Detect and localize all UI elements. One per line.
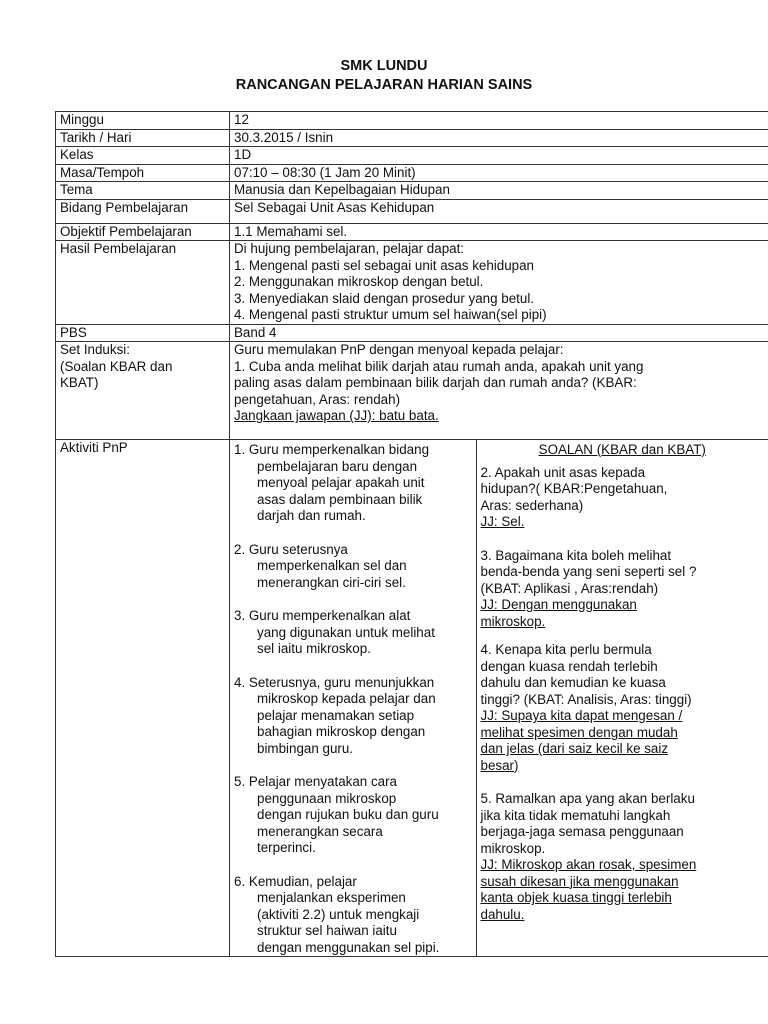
step-line: struktur sel haiwan iaitu: [257, 923, 397, 938]
hasil-line: 2. Menggunakan mikroskop dengan betul.: [234, 274, 484, 289]
step-line: 2. Guru seterusnya: [234, 541, 348, 557]
label-kelas: Kelas: [56, 147, 230, 165]
answer-line: kanta objek kuasa tinggi terlebih: [480, 890, 672, 905]
question-block: [481, 465, 765, 531]
answer-line: JJ: Supaya kita dapat mengesan /: [480, 708, 683, 723]
step-line: penggunaan mikroskop: [257, 790, 397, 806]
step-line: pelajar menamakan setiap: [257, 707, 415, 723]
label-aktiviti: Aktiviti PnP: [56, 440, 230, 957]
step-line: bimbingan guru.: [257, 740, 354, 756]
value-bidang: Sel Sebagai Unit Asas Kehidupan: [230, 199, 768, 223]
set-induksi-line: pengetahuan, Aras: rendah): [234, 391, 401, 407]
set-induksi-line: paling asas dalam pembinaan bilik darjah dan rumah anda? (KBAR:: [234, 375, 637, 390]
step-line: asas dalam pembinaan bilik: [257, 491, 423, 507]
set-induksi-answer: Jangkaan jawapan (JJ): batu bata.: [234, 408, 439, 423]
question-line: hidupan?( KBAR:Pengetahuan,: [480, 481, 668, 496]
label-tema: Tema: [56, 182, 230, 200]
value-aktiviti: [230, 440, 768, 957]
value-tarikh: 30.3.2015 / Isnin: [230, 129, 768, 147]
row-pbs: [56, 324, 768, 342]
question-line: 4. Kenapa kita perlu bermula: [480, 642, 652, 657]
question-line: tinggi? (KBAT: Analisis, Aras: tinggi): [480, 691, 692, 707]
question-line: mikroskop.: [480, 840, 546, 856]
question-line: dengan kuasa rendah terlebih: [480, 658, 658, 674]
question-line: dahulu dan kemudian ke kuasa: [480, 675, 666, 690]
answer-line: mikroskop.: [480, 613, 546, 629]
step-line: memperkenalkan sel dan: [257, 558, 407, 573]
soalan-column: [476, 440, 768, 956]
step-line: sel iaitu mikroskop.: [257, 641, 371, 656]
set-induksi-label-line: Set Induksi:: [60, 342, 130, 357]
value-kelas: 1D: [230, 147, 768, 165]
value-tema: Manusia dan Kepelbagaian Hidupan: [230, 182, 768, 200]
question-block: [481, 548, 765, 631]
question-line: berjaga-jaga semasa penggunaan: [480, 824, 684, 839]
step-line: darjah dan rumah.: [257, 508, 366, 523]
activity-step: [234, 442, 472, 525]
step-line: dengan menggunakan sel pipi.: [257, 939, 440, 955]
label-objektif: Objektif Pembelajaran: [56, 223, 230, 241]
row-set-induksi: [56, 342, 768, 440]
step-line: 5. Pelajar menyatakan cara: [234, 774, 398, 789]
set-induksi-line: 1. Cuba anda melihat bilik darjah atau rumah anda, apakah unit yang: [234, 358, 644, 374]
question-block: [481, 642, 765, 774]
step-line: menjalankan eksperimen: [257, 890, 406, 905]
hasil-line: 3. Menyediakan slaid dengan prosedur yang betul.: [234, 290, 535, 306]
document-title: RANCANGAN PELAJARAN HARIAN SAINS: [235, 77, 533, 93]
answer-line: JJ: Mikroskop akan rosak, spesimen: [480, 857, 697, 872]
step-line: bahagian mikroskop dengan: [257, 724, 426, 739]
label-bidang: Bidang Pembelajaran: [56, 199, 230, 223]
row-objektif: [56, 223, 768, 241]
row-bidang: [56, 199, 768, 223]
step-line: 3. Guru memperkenalkan alat: [234, 608, 411, 623]
label-tarikh: Tarikh / Hari: [56, 129, 230, 147]
answer-line: melihat spesimen dengan mudah: [480, 724, 678, 740]
answer-line: JJ: Sel.: [480, 514, 525, 529]
answer-line: JJ: Dengan menggunakan: [480, 597, 637, 612]
row-aktiviti: [56, 440, 768, 957]
label-set-induksi: [56, 342, 230, 440]
activity-step: [234, 774, 472, 857]
row-hasil: [56, 241, 768, 325]
set-induksi-label-line: KBAT): [60, 375, 99, 390]
label-minggu: Minggu: [56, 112, 230, 130]
label-hasil: Hasil Pembelajaran: [56, 241, 230, 325]
question-line: jika kita tidak mematuhi langkah: [480, 807, 671, 823]
set-induksi-label-line: (Soalan KBAR dan: [60, 358, 173, 374]
activity-step: [234, 608, 472, 658]
activity-step: [234, 542, 472, 592]
value-hasil: [230, 241, 768, 325]
soalan-heading: SOALAN (KBAR dan KBAT): [538, 442, 706, 457]
step-line: menerangkan secara: [257, 823, 383, 839]
step-line: yang digunakan untuk melihat: [257, 624, 435, 640]
row-tarikh: [56, 129, 768, 147]
value-set-induksi: [230, 342, 768, 440]
question-line: 5. Ramalkan apa yang akan berlaku: [480, 791, 695, 806]
step-line: 6. Kemudian, pelajar: [234, 873, 357, 889]
question-line: (KBAT: Aplikasi , Aras:rendah): [480, 580, 659, 596]
row-kelas: [56, 147, 768, 165]
set-induksi-line: Guru memulakan PnP dengan menyoal kepada pelajar:: [234, 342, 564, 357]
answer-line: susah dikesan jika menggunakan: [480, 873, 679, 889]
step-line: mikroskop kepada pelajar dan: [257, 691, 436, 706]
lesson-plan-table: [55, 111, 768, 957]
question-line: 2. Apakah unit asas kepada: [480, 464, 646, 480]
row-tema: [56, 182, 768, 200]
answer-line: dahulu.: [480, 906, 525, 922]
school-name: SMK LUNDU: [340, 58, 428, 74]
step-line: terperinci.: [257, 840, 316, 855]
value-objektif: 1.1 Memahami sel.: [230, 223, 768, 241]
hasil-line: Di hujung pembelajaran, pelajar dapat:: [234, 241, 465, 256]
hasil-line: 4. Mengenal pasti struktur umum sel haiwan(sel pipi): [234, 307, 547, 322]
step-line: menerangkan ciri-ciri sel.: [257, 574, 406, 590]
question-line: Aras: sederhana): [480, 497, 584, 513]
question-line: 3. Bagaimana kita boleh melihat: [480, 547, 672, 563]
activity-step: [234, 675, 472, 758]
row-minggu: [56, 112, 768, 130]
step-line: dengan rujukan buku dan guru: [257, 807, 439, 822]
value-minggu: 12: [230, 112, 768, 130]
step-line: 4. Seterusnya, guru menunjukkan: [234, 674, 435, 690]
answer-line: dan jelas (dari saiz kecil ke saiz: [480, 741, 669, 756]
question-line: benda-benda yang seni seperti sel ?: [480, 564, 697, 579]
hasil-line: 1. Mengenal pasti sel sebagai unit asas kehidupan: [234, 257, 535, 273]
aktiviti-inner-table: [230, 440, 768, 956]
value-pbs: Band 4: [230, 324, 768, 342]
label-pbs: PBS: [56, 324, 230, 342]
label-masa: Masa/Tempoh: [56, 164, 230, 182]
answer-line: besar): [480, 757, 519, 773]
value-masa: 07:10 – 08:30 (1 Jam 20 Minit): [230, 164, 768, 182]
step-line: menyoal pelajar apakah unit: [257, 475, 425, 490]
aktiviti-steps: [230, 440, 476, 956]
step-line: pembelajaran baru dengan: [257, 458, 418, 474]
step-line: (aktiviti 2.2) untuk mengkaji: [257, 906, 420, 922]
row-masa: [56, 164, 768, 182]
step-line: 1. Guru memperkenalkan bidang: [234, 442, 430, 457]
question-block: [481, 791, 765, 923]
activity-step: [234, 874, 472, 957]
